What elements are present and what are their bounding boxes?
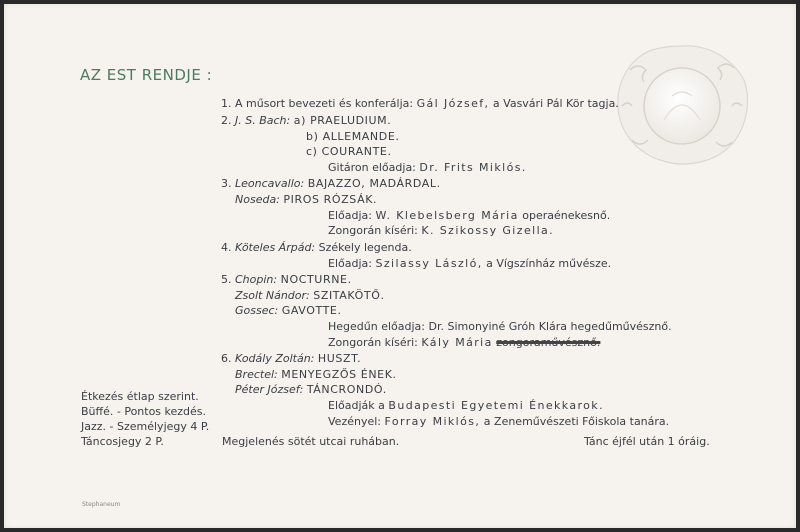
program-item-6: [221, 353, 361, 364]
conductor-name: Forray Miklós,: [384, 415, 481, 428]
piece-title: GAVOTTE.: [281, 304, 342, 317]
performer-name: Dr. Simonyiné Gróh Klára: [428, 320, 568, 333]
piece-title: TÁNCRONDÓ.: [306, 383, 387, 396]
program-subitem: [235, 305, 342, 316]
performer-label: Előadja:: [328, 209, 372, 222]
performer-label: Előadja:: [328, 257, 372, 270]
performer-line: [328, 321, 672, 332]
composer-name: Zsolt Nándor:: [235, 289, 310, 302]
dress-code-note: Megjelenés sötét utcai ruhában.: [222, 435, 400, 448]
composer-name: Noseda:: [235, 193, 280, 206]
piece-title: PIROS RÓZSÁK.: [283, 193, 378, 206]
piece-title: c) COURANTE.: [306, 145, 392, 158]
piece-title: b) ALLEMANDE.: [306, 130, 400, 143]
info-line: Táncosjegy 2 P.: [81, 435, 164, 448]
item-number: 6.: [221, 352, 232, 365]
piece-title: Székely legenda.: [318, 241, 412, 254]
piece-title: BAJAZZO, MADÁRDAL.: [307, 177, 441, 190]
program-title: AZ EST RENDJE :: [80, 66, 213, 84]
program-item-3: [221, 178, 441, 189]
accompanist-name: K. Szikossy Gizella.: [421, 224, 555, 237]
program-subitem: [235, 369, 397, 380]
dance-note: Tánc éjfél után 1 óráig.: [584, 435, 710, 448]
performer-line: [328, 400, 604, 411]
composer-name: Köteles Árpád:: [235, 241, 316, 254]
program-subitem: [235, 384, 387, 395]
piece-title: SZITAKÖTŐ.: [313, 289, 385, 302]
program-item-4: [221, 242, 412, 253]
piece-title: a) PRAELUDIUM.: [293, 114, 392, 127]
performer-label: Gitáron előadja:: [328, 161, 416, 174]
performer-line: [328, 258, 611, 269]
composer-name: Gossec:: [235, 304, 279, 317]
printer-mark: Stephaneum: [82, 501, 121, 508]
composer-name: J. S. Bach:: [235, 114, 291, 127]
piece-title: MENYEGZŐS ÉNEK.: [281, 368, 397, 381]
program-item-2: [221, 115, 391, 126]
conductor-label: Vezényel:: [328, 415, 381, 428]
program-item-5: [221, 274, 352, 285]
performer-label: Hegedűn előadja:: [328, 320, 425, 333]
item-text: A műsort bevezeti és konferálja:: [235, 97, 414, 110]
info-line: Étkezés étlap szerint.: [81, 390, 199, 403]
performer-role: a Vígszínház művésze.: [486, 257, 612, 270]
info-line: Büffé. - Pontos kezdés.: [81, 405, 207, 418]
performer-role: hegedűművésznő.: [570, 320, 672, 333]
performer-role: a Vasvári Pál Kör tagja.: [492, 97, 619, 110]
item-number: 2.: [221, 114, 232, 127]
item-number: 3.: [221, 177, 232, 190]
accompanist-role: zongoraművésznő.: [496, 336, 601, 349]
info-line: Jazz. - Személyjegy 4 P.: [81, 420, 210, 433]
accompanist-name: Kály Mária: [421, 336, 493, 349]
program-subitem: [235, 290, 385, 301]
performer-name: Gál József,: [416, 97, 490, 110]
accompanist-label: Zongorán kíséri:: [328, 224, 418, 237]
conductor-line: [328, 416, 669, 427]
accompanist-line: [328, 225, 554, 236]
composer-name: Péter József:: [235, 383, 304, 396]
performer-label: Előadják a: [328, 399, 385, 412]
performer-name: W. Klebelsberg Mária: [375, 209, 519, 222]
performer-line: [328, 162, 527, 173]
performer-role: operaénekesnő.: [522, 209, 611, 222]
embossed-seal-icon: [612, 40, 752, 170]
composer-name: Leoncavallo:: [235, 177, 305, 190]
performer-line: [328, 210, 610, 221]
performer-name: Dr. Frits Miklós.: [419, 161, 527, 174]
composer-name: Kodály Zoltán:: [235, 352, 315, 365]
conductor-role: a Zeneművészeti Főiskola tanára.: [483, 415, 670, 428]
accompanist-label: Zongorán kíséri:: [328, 336, 418, 349]
composer-name: Chopin:: [235, 273, 278, 286]
piece-title: HUSZT.: [317, 352, 362, 365]
item-number: 1.: [221, 97, 232, 110]
piece-title: NOCTURNE.: [280, 273, 352, 286]
item-number: 5.: [221, 273, 232, 286]
program-item-1: [221, 98, 619, 109]
performer-name: Szilassy László,: [375, 257, 483, 270]
accompanist-line: [328, 337, 600, 348]
program-subitem: [235, 194, 377, 205]
composer-name: Brectel:: [235, 368, 278, 381]
item-number: 4.: [221, 241, 232, 254]
performer-name: Budapesti Egyetemi Énekkarok.: [388, 399, 604, 412]
